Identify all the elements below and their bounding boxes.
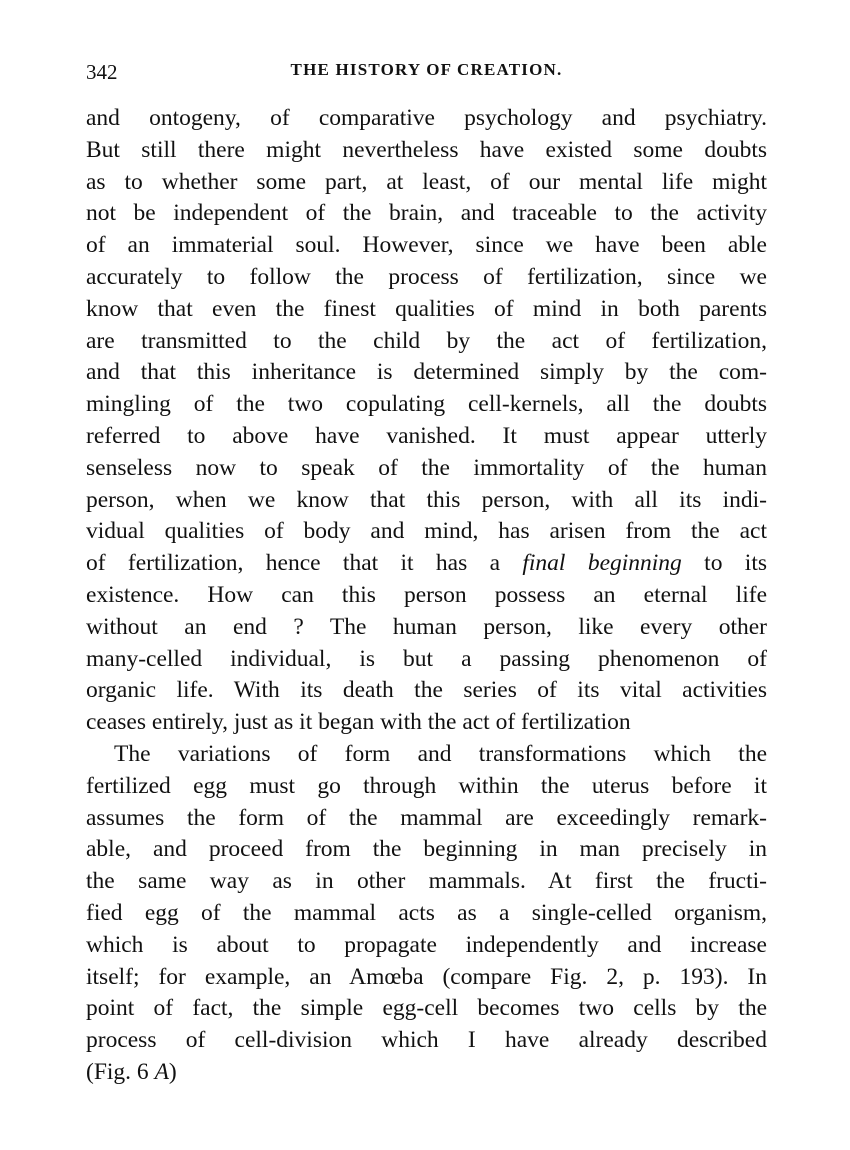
text-line: know that even the finest qualities of mind in both parents bbox=[86, 295, 767, 322]
text-line: without an end ? The human person, like every other bbox=[86, 613, 767, 640]
text-line: ceases entirely, just as it began with the act of fertilization bbox=[86, 709, 631, 736]
paragraph-2 bbox=[86, 739, 767, 1089]
text-line: many-celled individual, is but a passing phenomenon of bbox=[86, 645, 767, 672]
text-line: are transmitted to the child by the act of fertilization, bbox=[86, 327, 767, 354]
line-start: of fertilization, hence that it has a bbox=[86, 550, 523, 577]
figure-reference-text: (Fig. 6 bbox=[86, 1058, 155, 1085]
text-line: But still there might nevertheless have existed some doubts bbox=[86, 136, 767, 163]
text-line: referred to above have vanished. It must appear utterly bbox=[86, 422, 767, 449]
page-number: 342 bbox=[86, 60, 118, 84]
text-line: existence. How can this person possess an eternal life bbox=[86, 581, 767, 608]
text-line: as to whether some part, at least, of our mental life might bbox=[86, 168, 767, 195]
text-line: person, when we know that this person, with all its indi- bbox=[86, 486, 767, 513]
text-line: mingling of the two copulating cell-kernels, all the doubts bbox=[86, 391, 767, 418]
text-line: fertilized egg must go through within the uterus before it bbox=[86, 772, 767, 799]
running-head bbox=[86, 60, 767, 88]
line-end: to its bbox=[681, 550, 767, 577]
text-line: which is about to propagate independently and increase bbox=[86, 931, 767, 958]
text-line: vidual qualities of body and mind, has arisen from the act bbox=[86, 518, 767, 545]
text-line: process of cell-division which I have already described bbox=[86, 1027, 767, 1054]
text-line: able, and proceed from the beginning in man precisely in bbox=[86, 836, 767, 863]
text-line: and that this inheritance is determined simply by the com- bbox=[86, 359, 767, 386]
body-text bbox=[86, 103, 767, 1089]
text-line: senseless now to speak of the immortality of the human bbox=[86, 454, 767, 481]
text-line: assumes the form of the mammal are exceedingly remark- bbox=[86, 804, 767, 831]
figure-letter: A bbox=[154, 1058, 169, 1085]
text-line: The variations of form and transformations which the bbox=[114, 740, 767, 767]
text-line: and ontogeny, of comparative psychology and psychiatry. bbox=[86, 105, 767, 131]
text-line: accurately to follow the process of fertilization, since we bbox=[86, 263, 767, 290]
text-line: point of fact, the simple egg-cell becomes two cells by the bbox=[86, 995, 767, 1022]
running-title: THE HISTORY OF CREATION. bbox=[290, 60, 563, 79]
italic-phrase: final beginning bbox=[522, 550, 682, 577]
text-line: itself; for example, an Amœba (compare Fig. 2, p. 193). In bbox=[86, 963, 767, 990]
paragraph-1 bbox=[86, 103, 767, 739]
text-line-figure-reference bbox=[86, 1057, 767, 1089]
closing-parenthesis: ) bbox=[168, 1058, 177, 1085]
text-line: of an immaterial soul. However, since we have been able bbox=[86, 232, 767, 259]
text-line: fied egg of the mammal acts as a single-celled organism, bbox=[86, 899, 767, 926]
text-line: not be independent of the brain, and traceable to the activity bbox=[86, 200, 767, 227]
text-line: organic life. With its death the series of its vital activities bbox=[86, 677, 767, 704]
text-line: the same way as in other mammals. At first the fructi- bbox=[86, 868, 767, 895]
text-line-with-italic bbox=[86, 548, 767, 580]
